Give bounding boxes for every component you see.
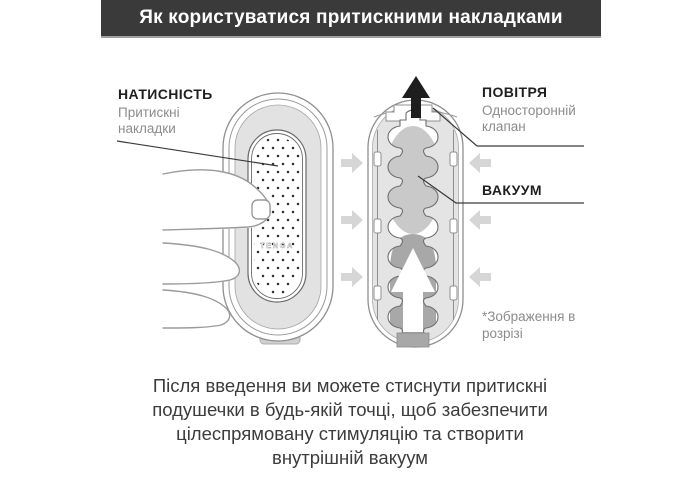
vacuum-label <box>482 182 542 201</box>
air-label-title: ПОВІТРЯ <box>482 84 548 100</box>
page-title: Як користуватися притискними накладками <box>139 7 563 28</box>
instruction-line: цілеспрямовану стимуляцію та створити <box>176 423 524 444</box>
press-label <box>118 86 213 137</box>
bottom-opening <box>397 333 429 347</box>
inward-arrow-icon <box>341 153 363 173</box>
tenga-logo: TENGA <box>260 241 294 250</box>
inward-arrow-icon <box>469 210 491 230</box>
air-label-subtitle: Односторонній клапан <box>482 103 576 134</box>
air-label <box>482 84 607 135</box>
instruction-text <box>0 374 700 470</box>
cross-section-note: *Зображення в розрізі <box>482 309 576 341</box>
inward-arrow-icon <box>341 267 363 287</box>
inward-arrow-icon <box>469 153 491 173</box>
instruction-line: подушечки в будь-якій точці, щоб забезпечити <box>152 399 548 420</box>
press-label-subtitle: Притискні накладки <box>118 105 180 136</box>
inward-arrow-icon <box>341 210 363 230</box>
press-label-title: НАТИСНІСТЬ <box>118 86 213 102</box>
instruction-line: внутрішній вакуум <box>271 447 429 468</box>
vacuum-label-title: ВАКУУМ <box>482 182 542 198</box>
instruction-line: Після введення ви можете стиснути притискні <box>152 375 548 396</box>
inward-arrow-icon <box>469 267 491 287</box>
